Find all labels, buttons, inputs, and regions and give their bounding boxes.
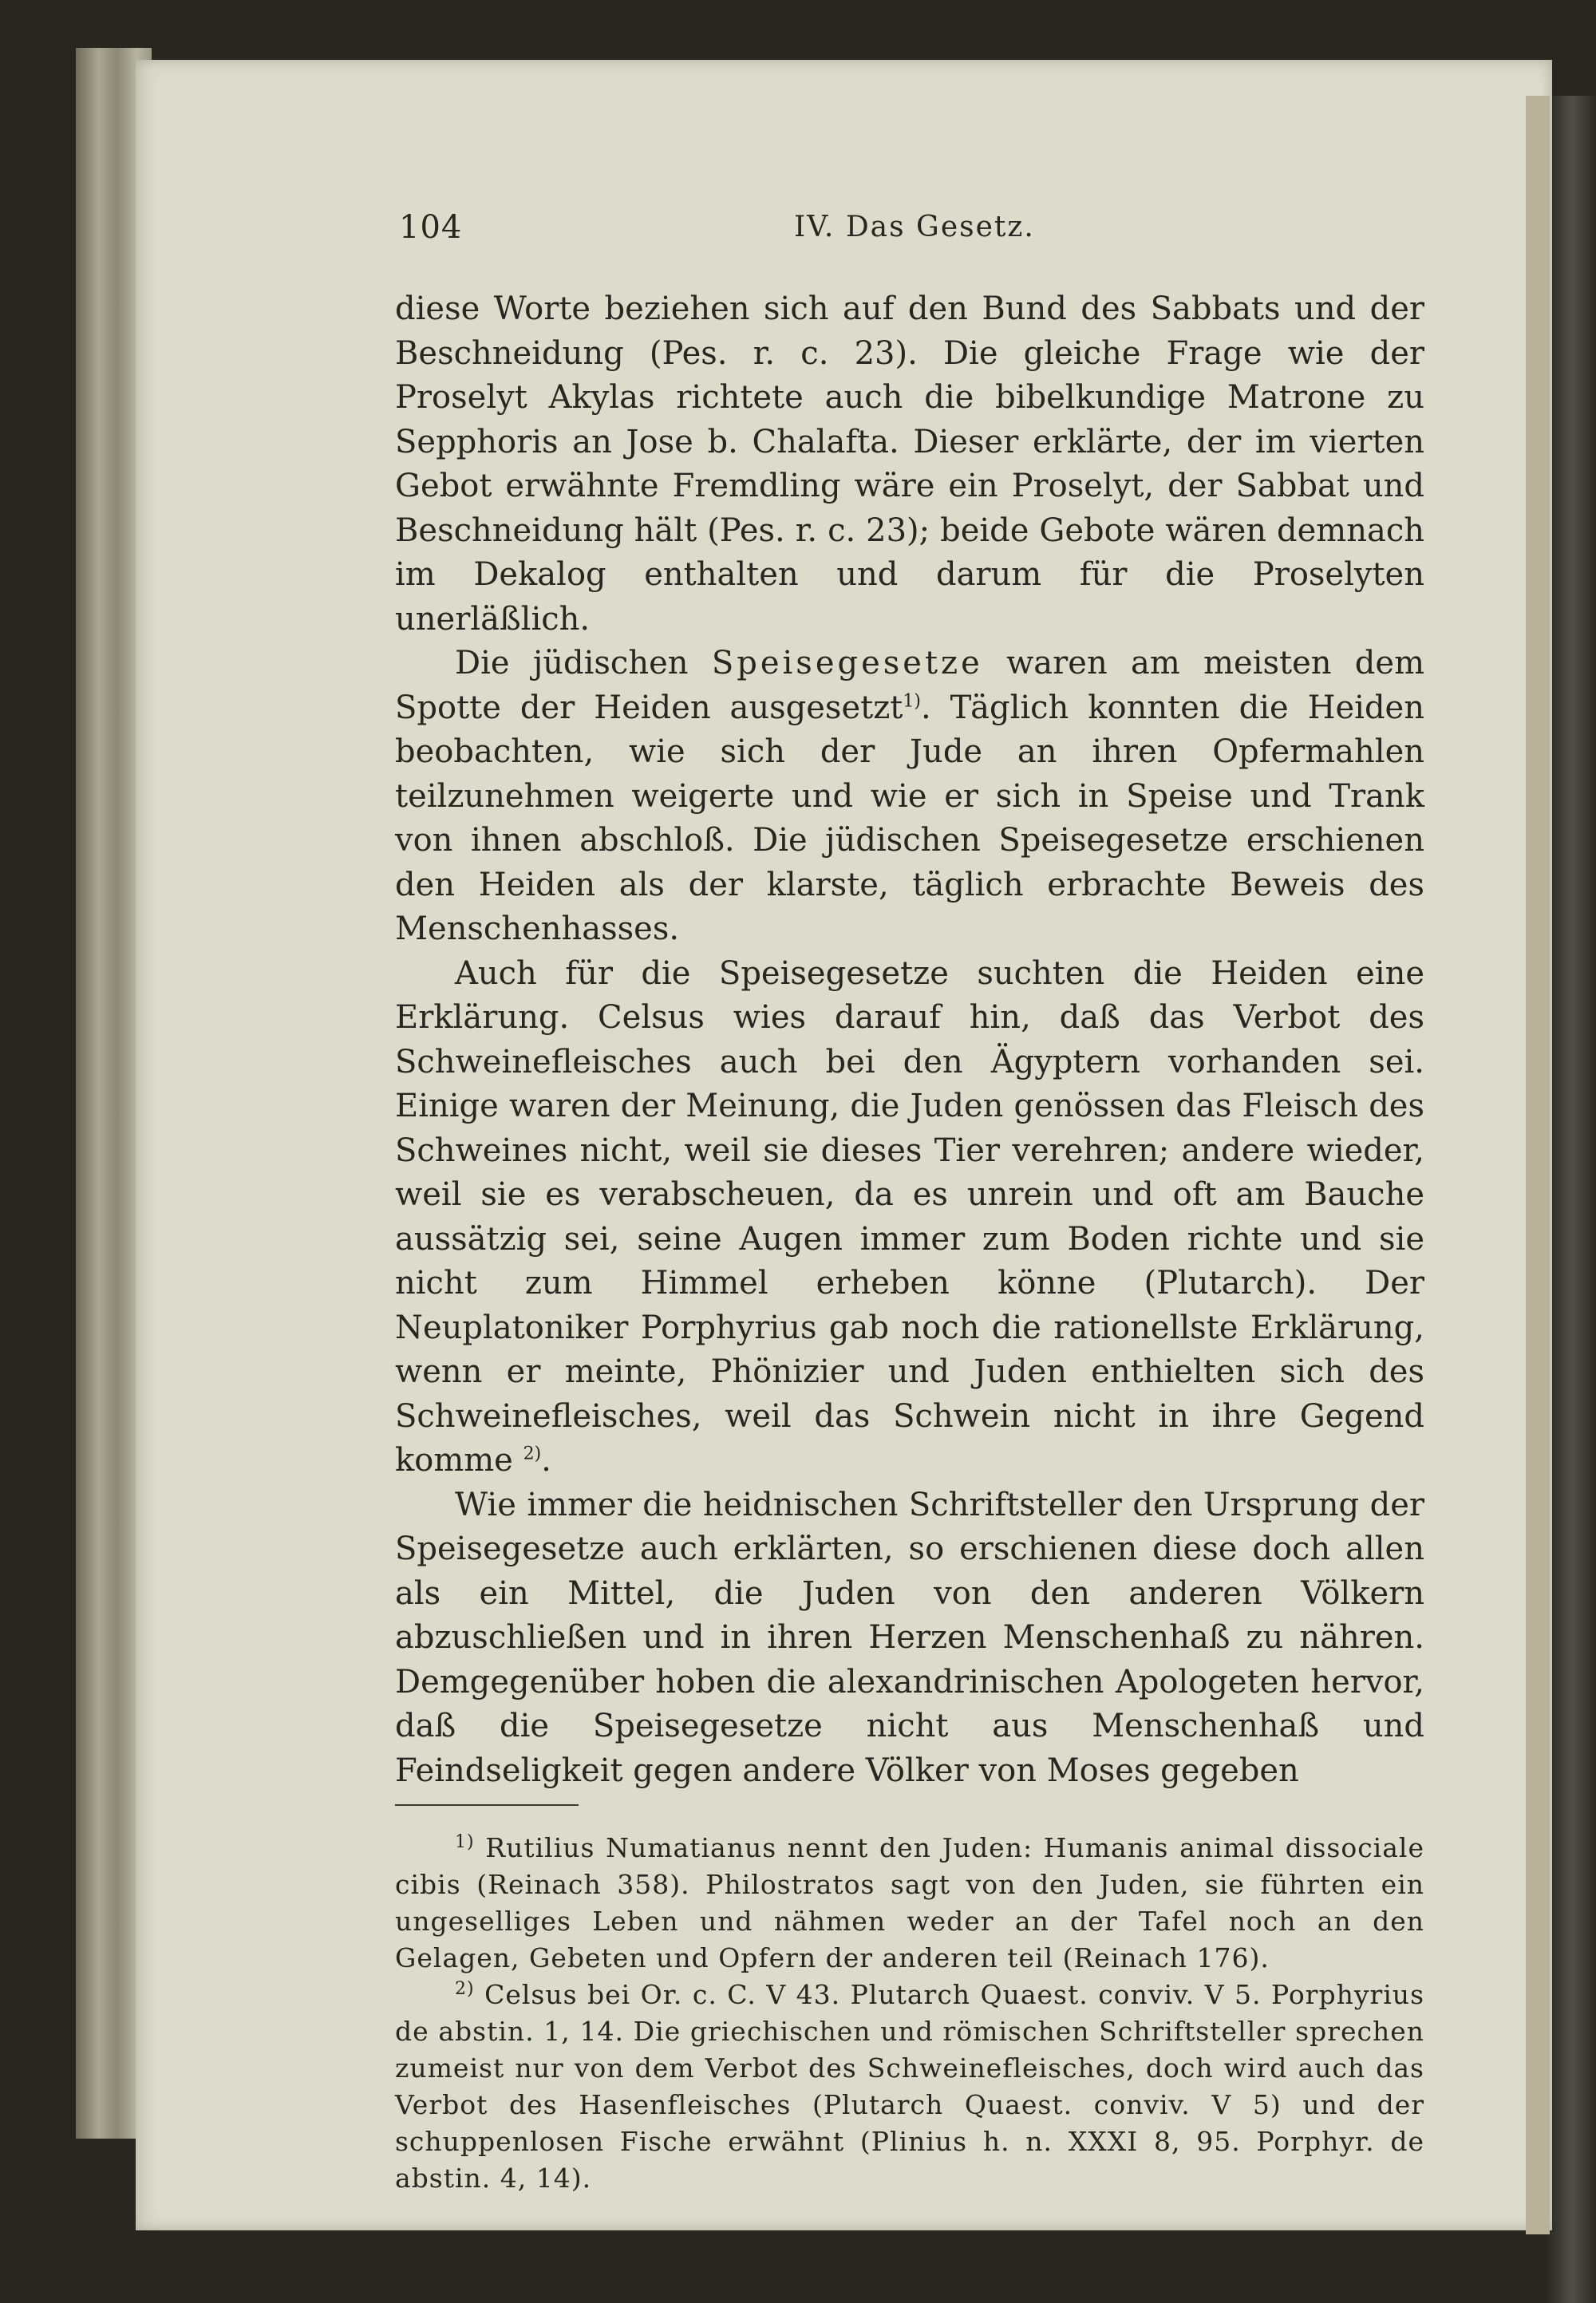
book-cover-right [1548, 96, 1596, 2303]
paragraph-1 [395, 287, 1424, 642]
footnote-ref-1: 1) [903, 691, 921, 712]
paragraph-4 [395, 1483, 1424, 1794]
body-text [395, 287, 1424, 1793]
paragraph-text: diese Worte beziehen sich auf den Bund des Sabbats und der Beschneidung (Pes. r. c. 23). Die gleiche Frage wie der Proselyt Akylas richtete auch die bibelkundige Matrone zu Sepphoris an Jose b. Chalafta. Dieser erklärte, der im vierten Gebot erwähnte Fremdling wäre ein Proselyt, der Sabbat und Beschneidung hält (Pes. r. c. 23); beide Gebote wären demnach im Dekalog enthalten und darum für die Proselyten unerläßlich. [395, 290, 1424, 638]
footnote-text: Rutilius Numatianus nennt den Juden: Humanis animal dissociale cibis (Reinach 358). Philostratos sagt von den Juden, sie führten ein ungeselliges Leben und nähmen weder an der Tafel noch an den Gelagen, Gebeten und Opfern der anderen teil (Reinach 176). [395, 1832, 1424, 1973]
footnote-text: Celsus bei Or. c. C. V 43. Plutarch Quaest. conviv. V 5. Porphyrius de abstin. 1, 14. Die griechischen und römischen Schriftsteller sprechen zumeist nur von dem Verbot des Schweinefleisches, doch wird auch das Verbot des Hasenfleisches (Plutarch Quaest. conviv. V 5) und der schuppenlosen Fische erwähnt (Plinius h. n. XXXI 8, 95. Porphyr. de abstin. 4, 14). [395, 1979, 1424, 2194]
footnote-ref-2: 2) [523, 1444, 542, 1464]
page-number: 104 [399, 209, 463, 246]
paragraph-text: Wie immer die heidnischen Schriftsteller den Ursprung der Speisegesetze auch erklärten, so erschienen diese doch allen als ein Mittel, die Juden von den anderen Völkern abzuschließen und in ihren Herzen Menschenhaß zu nähren. Demgegenüber hoben die alexandrinischen Apologeten hervor, daß die Speisegesetze nicht aus Menschenhaß und Feindseligkeit gegen andere Völker von Moses gegeben [395, 1486, 1424, 1789]
page-content [251, 209, 1424, 2197]
emphasized-term: Speisegesetze [711, 645, 983, 681]
running-title: IV. Das Gesetz. [794, 211, 1035, 243]
footnote-rule [395, 1804, 579, 1806]
paragraph-3 [395, 952, 1424, 1483]
footnote-2 [395, 1977, 1424, 2197]
paragraph-text: . Täglich konnten die Heiden beobachten, wie sich der Jude an ihren Opfermahlen teilzunehmen weigerte und wie er sich in Speise und Trank von ihnen abschloß. Die jüdischen Speisegesetze erschienen den Heiden als der klarste, täglich erbrachte Beweis des Menschenhasses. [395, 689, 1424, 947]
facing-page-edge [1526, 96, 1550, 2234]
footnotes [395, 1830, 1424, 2197]
paragraph-text: waren am meisten dem Spotte der Heiden ausgesetzt [395, 645, 1424, 726]
footnote-mark: 1) [455, 1832, 475, 1852]
footnote-1 [395, 1830, 1424, 1977]
paragraph-text: Die jüdischen [455, 645, 712, 681]
paragraph-text: . [541, 1442, 551, 1479]
paragraph-text: Auch für die Speisegesetze suchten die Heiden eine Erklärung. Celsus wies darauf hin, daß das Verbot des Schweinefleisches auch bei den Ägyptern vorhanden sei. Einige waren der Meinung, die Juden genössen das Fleisch des Schweines nicht, weil sie dieses Tier verehren; andere wieder, weil sie es verabscheuen, da es unrein und oft am Bauche aussätzig sei, seine Augen immer zum Boden richte und sie nicht zum Himmel erheben könne (Plutarch). Der Neuplatoniker Porphyrius gab noch die rationellste Erklärung, wenn er meinte, Phönizier und Juden enthielten sich des Schweinefleisches, weil das Schwein nicht in ihre Gegend komme [395, 954, 1424, 1479]
footnote-mark: 2) [455, 1979, 475, 1999]
paragraph-2 [395, 642, 1424, 952]
running-head [251, 209, 1424, 257]
